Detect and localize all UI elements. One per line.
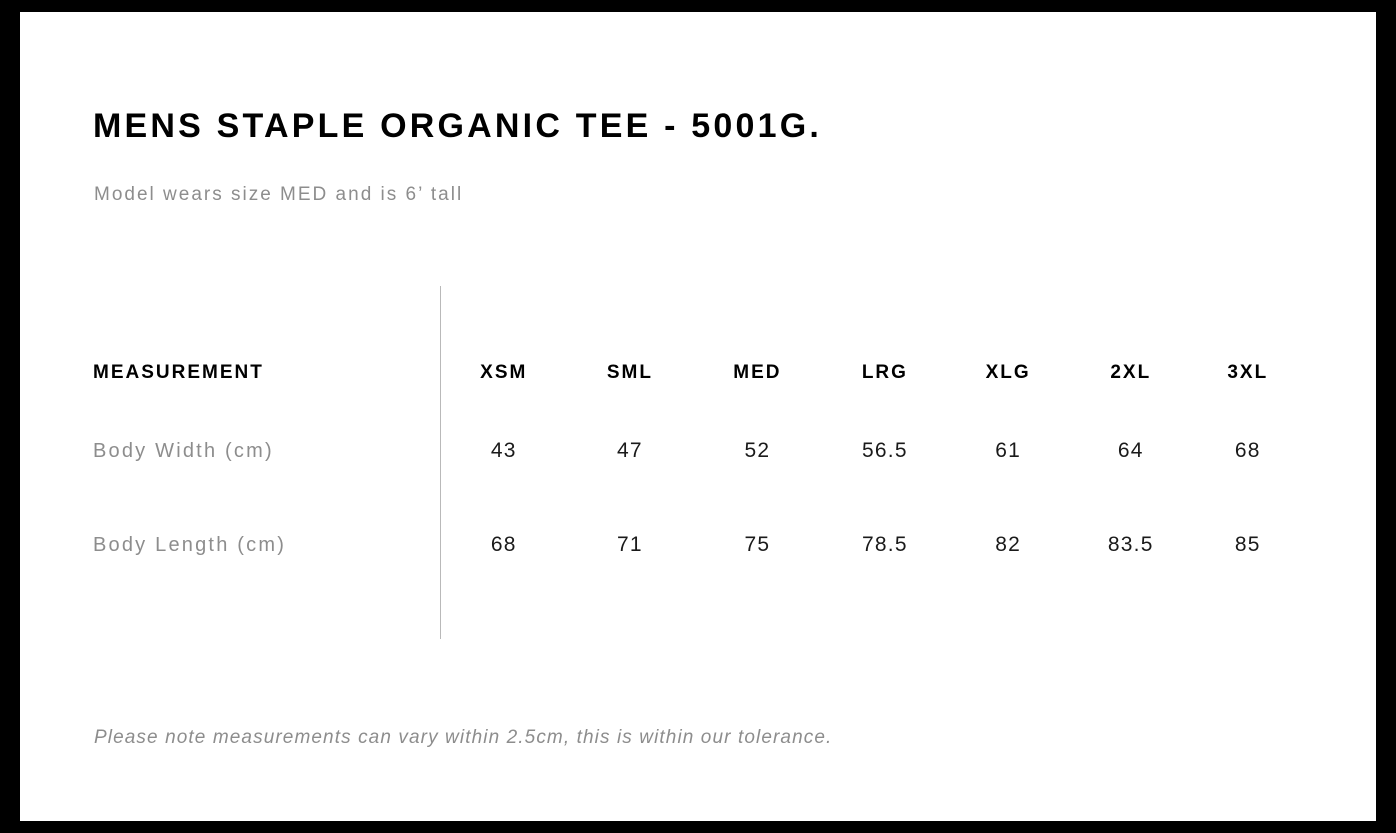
page-title: MENS STAPLE ORGANIC TEE - 5001G. bbox=[93, 107, 822, 145]
cell-body-length-sml: 71 bbox=[616, 533, 643, 556]
size-chart-page bbox=[20, 12, 1376, 821]
cell-body-length-2xl: 83.5 bbox=[1107, 533, 1154, 556]
cell-body-length-3xl: 85 bbox=[1234, 533, 1261, 556]
cell-body-length-med: 75 bbox=[744, 533, 771, 556]
row-label-body-length: Body Length (cm) bbox=[93, 533, 287, 556]
column-header-size-sml: SML bbox=[606, 362, 653, 383]
cell-body-width-2xl: 64 bbox=[1117, 439, 1144, 462]
cell-body-width-xlg: 61 bbox=[995, 439, 1021, 462]
table-header bbox=[93, 342, 1303, 404]
table-header-row bbox=[93, 342, 1303, 404]
tolerance-note: Please note measurements can vary within 2.5cm, this is within our tolerance. bbox=[94, 727, 833, 748]
column-header-size-2xl: 2XL bbox=[1110, 362, 1152, 383]
cell-body-length-xlg: 82 bbox=[995, 533, 1021, 556]
column-header-measurement: MEASUREMENT bbox=[93, 362, 264, 383]
page-content bbox=[20, 12, 1376, 821]
table-row bbox=[93, 498, 1303, 592]
column-header-size-lrg: LRG bbox=[861, 362, 908, 383]
size-chart-table bbox=[93, 342, 1303, 592]
column-header-size-xlg: XLG bbox=[985, 362, 1031, 383]
cell-body-length-xsm: 68 bbox=[490, 533, 517, 556]
cell-body-width-sml: 47 bbox=[616, 439, 643, 462]
cell-body-width-3xl: 68 bbox=[1234, 439, 1261, 462]
table-row bbox=[93, 404, 1303, 498]
table-body bbox=[93, 404, 1303, 592]
column-header-size-3xl: 3XL bbox=[1227, 362, 1269, 383]
cell-body-length-lrg: 78.5 bbox=[862, 533, 908, 556]
cell-body-width-xsm: 43 bbox=[490, 439, 517, 462]
column-header-size-med: MED bbox=[733, 362, 782, 383]
row-label-body-width: Body Width (cm) bbox=[93, 439, 274, 462]
cell-body-width-lrg: 56.5 bbox=[862, 439, 908, 462]
column-header-size-xsm: XSM bbox=[480, 362, 528, 383]
cell-body-width-med: 52 bbox=[744, 439, 771, 462]
model-info-text: Model wears size MED and is 6’ tall bbox=[94, 184, 464, 205]
